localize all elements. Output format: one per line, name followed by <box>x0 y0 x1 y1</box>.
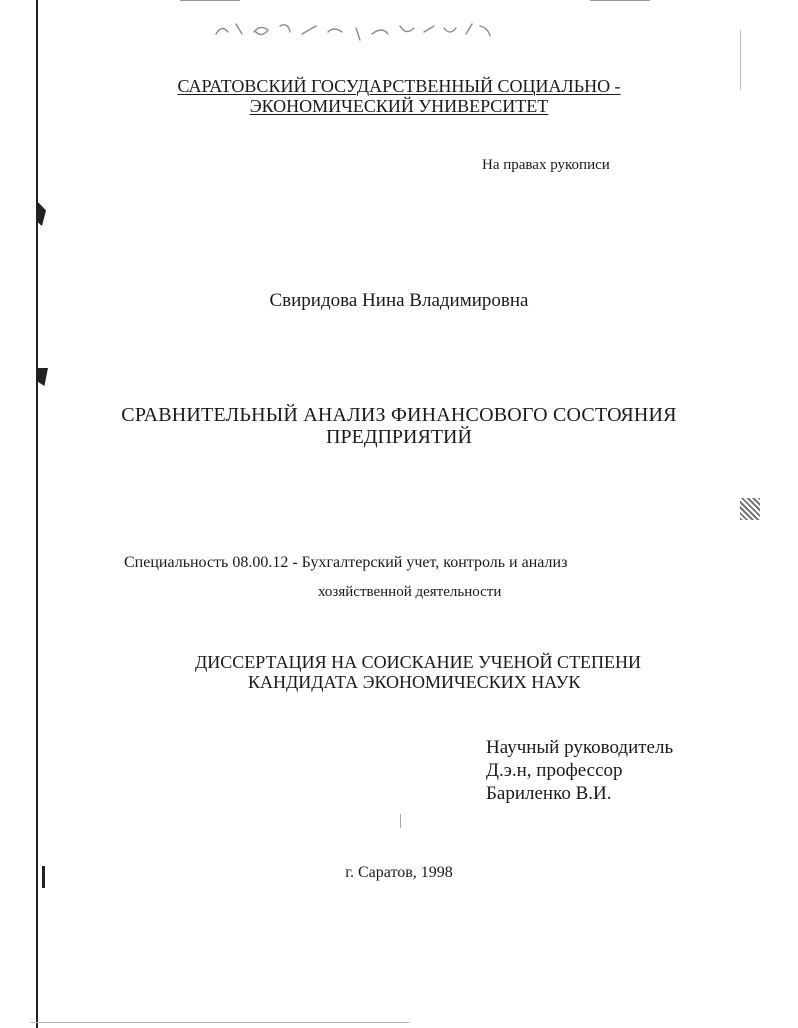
degree-line1: ДИССЕРТАЦИЯ НА СОИСКАНИЕ УЧЕНОЙ СТЕПЕНИ <box>195 652 642 672</box>
supervisor-name: Бариленко В.И. <box>486 783 612 804</box>
university-name-line2: ЭКОНОМИЧЕСКИЙ УНИВЕРСИТЕТ <box>249 96 549 116</box>
scan-noise-patch <box>740 498 760 520</box>
dissertation-title-line2: ПРЕДПРИЯТИЙ <box>326 426 472 448</box>
scan-bottom-edge <box>30 1022 410 1023</box>
specialty-line1: Специальность 08.00.12 - Бухгалтерский учет, контроль и анализ <box>124 554 568 571</box>
handwritten-stamp-mark <box>210 12 500 48</box>
scan-top-dash <box>180 0 240 1</box>
place-and-year: г. Саратов, 1998 <box>345 864 453 881</box>
supervisor-degree: Д.э.н, профессор <box>486 760 623 781</box>
degree-line2: КАНДИДАТА ЭКОНОМИЧЕСКИХ НАУК <box>248 672 581 692</box>
scan-top-dash <box>590 0 650 1</box>
author-name: Свиридова Нина Владимировна <box>269 290 529 311</box>
dissertation-title-line1: СРАВНИТЕЛЬНЫЙ АНАЛИЗ ФИНАНСОВОГО СОСТОЯНИЯ <box>121 404 677 426</box>
scan-speck <box>400 814 401 828</box>
rights-note: На правах рукописи <box>482 157 610 173</box>
supervisor-role: Научный руководитель <box>486 737 674 758</box>
specialty-line2: хозяйственной деятельности <box>318 584 502 600</box>
university-name-line1: САРАТОВСКИЙ ГОСУДАРСТВЕННЫЙ СОЦИАЛЬНО - <box>177 76 621 96</box>
